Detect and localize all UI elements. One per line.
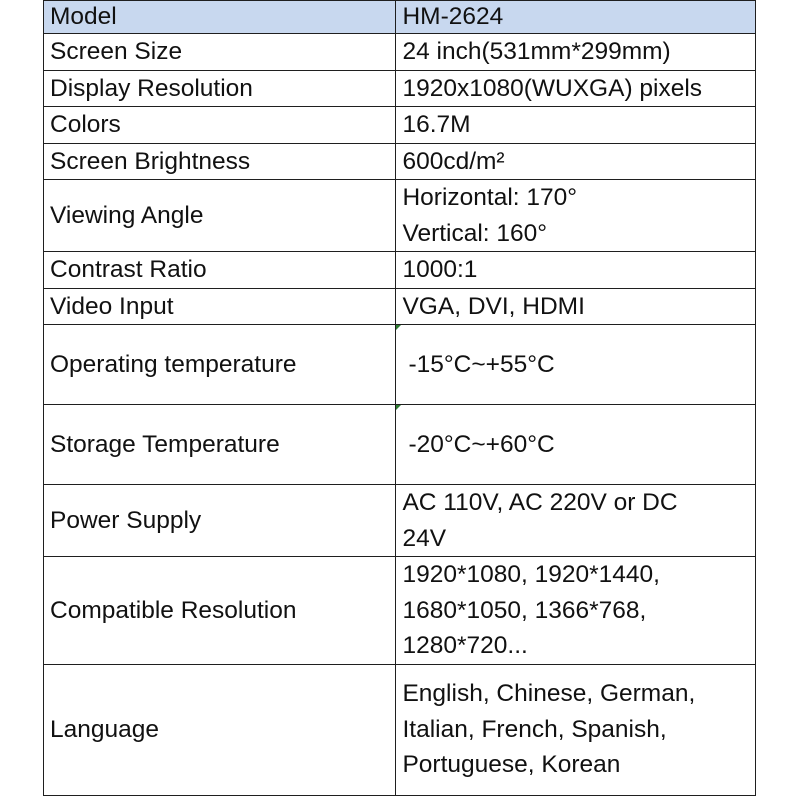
spec-label-screen-brightness: Screen Brightness — [44, 143, 396, 180]
spec-value-storage-temperature — [396, 405, 756, 485]
header-value-cell: HM-2624 — [396, 1, 756, 34]
comment-marker-icon — [396, 325, 401, 330]
spec-label-contrast-ratio: Contrast Ratio — [44, 252, 396, 289]
spec-value-operating-temperature — [396, 325, 756, 405]
spec-value-video-input — [396, 288, 756, 325]
value-line: Horizontal: 170° — [402, 184, 578, 211]
table-row — [44, 34, 756, 71]
value-line: 600cd/m² — [402, 147, 505, 175]
value-line: 1280*720... — [402, 632, 528, 659]
value-line: 1920x1080(WUXGA) pixels — [402, 74, 703, 102]
spec-value-power-supply — [396, 485, 756, 557]
table-row — [44, 143, 756, 180]
table-row — [44, 180, 756, 252]
spec-label-video-input: Video Input — [44, 288, 396, 325]
spec-label-power-supply: Power Supply — [44, 485, 396, 557]
spec-label-viewing-angle: Viewing Angle — [44, 180, 396, 252]
spec-value-language — [396, 664, 756, 795]
value-line: English, Chinese, German, — [402, 680, 696, 708]
spec-value-display-resolution — [396, 70, 756, 107]
value-line: Portuguese, Korean — [402, 751, 621, 779]
value-line: 16.7M — [402, 111, 471, 138]
value-line: -15°C~+55°C — [408, 350, 555, 378]
specifications-table — [43, 0, 756, 796]
spec-value-viewing-angle — [396, 180, 756, 252]
value-line: 24V — [402, 524, 447, 552]
table-row — [44, 664, 756, 795]
value-line: 24 inch(531mm*299mm) — [402, 38, 671, 65]
value-line: 1000:1 — [402, 256, 478, 283]
spec-value-compatible-resolution — [396, 557, 756, 665]
spec-value-contrast-ratio — [396, 252, 756, 289]
value-line: Vertical: 160° — [402, 219, 548, 247]
value-line: -20°C~+60°C — [408, 430, 555, 458]
value-line: Italian, French, Spanish, — [402, 715, 667, 743]
spec-value-colors — [396, 107, 756, 144]
table-header-row — [44, 1, 756, 34]
table-row — [44, 405, 756, 485]
table-row — [44, 557, 756, 665]
spec-label-language: Language — [44, 664, 396, 795]
spec-value-screen-brightness — [396, 143, 756, 180]
spec-value-screen-size — [396, 34, 756, 71]
spec-label-colors: Colors — [44, 107, 396, 144]
table-row — [44, 70, 756, 107]
header-label-cell: Model — [44, 1, 396, 34]
table-row — [44, 288, 756, 325]
value-line: VGA, DVI, HDMI — [402, 292, 585, 320]
table-row — [44, 252, 756, 289]
spec-label-storage-temperature: Storage Temperature — [44, 405, 396, 485]
table-row — [44, 325, 756, 405]
spec-label-compatible-resolution: Compatible Resolution — [44, 557, 396, 665]
table-row — [44, 107, 756, 144]
table-row — [44, 485, 756, 557]
spec-label-display-resolution: Display Resolution — [44, 70, 396, 107]
comment-marker-icon — [396, 405, 401, 410]
value-line: 1920*1080, 1920*1440, — [402, 561, 660, 588]
spec-label-screen-size: Screen Size — [44, 34, 396, 71]
value-line: AC 110V, AC 220V or DC — [402, 489, 678, 516]
spec-label-operating-temperature: Operating temperature — [44, 325, 396, 405]
value-line: 1680*1050, 1366*768, — [402, 596, 647, 624]
